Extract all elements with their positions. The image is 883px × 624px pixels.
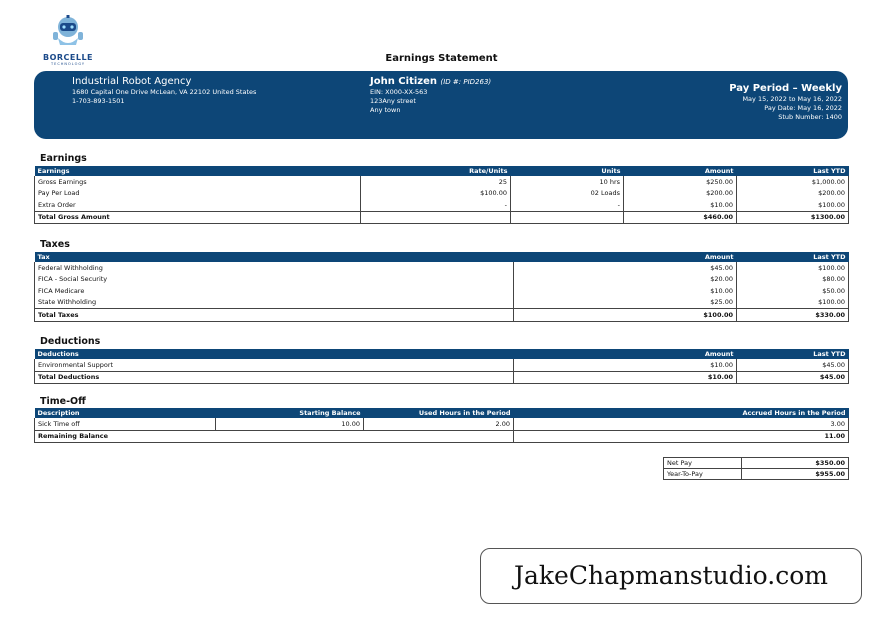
employee-town: Any town [370,106,401,114]
table-cell: $10.00 [624,199,737,211]
table-cell: 10 hrs [511,176,624,188]
table-cell: $200.00 [737,188,849,200]
table-row [35,176,849,188]
logo-name: BORCELLE [42,53,94,62]
employee-block [370,76,491,115]
table-row [35,188,849,200]
table-row [35,359,849,371]
col-header: Last YTD [737,349,849,359]
col-header: Amount [624,166,737,176]
pay-period-range: May 15, 2022 to May 16, 2022 [742,95,842,103]
table-cell: Sick Time off [35,418,216,430]
table-row [664,458,849,469]
earnings-table [34,166,849,224]
table-cell: 10.00 [216,418,364,430]
table-row [35,285,849,297]
table-cell: $200.00 [624,188,737,200]
table-cell: $100.00 [737,199,849,211]
table-cell [511,211,624,224]
col-header: Amount [514,252,737,262]
table-cell: $1,000.00 [737,176,849,188]
earnings-section-title: Earnings [40,153,87,164]
watermark: JakeChapmanstudio.com [480,548,862,604]
col-header: Amount [514,349,737,359]
taxes-section-title: Taxes [40,239,70,250]
timeoff-table [34,408,849,443]
stub-number: Stub Number: 1400 [778,113,842,121]
col-header: Last YTD [737,166,849,176]
table-cell: 11.00 [514,430,849,443]
table-row [35,262,849,274]
employee-name-line [370,76,491,88]
table-cell: 25 [361,176,511,188]
table-cell: - [511,199,624,211]
table-cell: $25.00 [514,297,737,309]
table-cell: 3.00 [514,418,849,430]
table-row [35,274,849,286]
table-cell: $100.00 [361,188,511,200]
table-cell: $100.00 [737,262,849,274]
table-row [664,469,849,480]
employer-block [72,76,256,106]
col-header: Description [35,408,216,418]
table-cell: Total Gross Amount [35,211,361,224]
table-cell: $50.00 [737,285,849,297]
table-cell: Total Deductions [35,371,514,384]
table-total-row [35,309,849,322]
table-cell: Gross Earnings [35,176,361,188]
table-cell: $45.00 [737,359,849,371]
table-cell: Pay Per Load [35,188,361,200]
deductions-table [34,349,849,384]
employer-address: 1680 Capital One Drive McLean, VA 22102 United States [72,88,257,96]
table-header-row [35,349,849,359]
table-cell: 02 Loads [511,188,624,200]
deductions-section-title: Deductions [40,336,101,347]
employee-street: 123Any street [370,97,416,105]
table-cell: $80.00 [737,274,849,286]
table-header-row [35,166,849,176]
employee-ein: EIN: X000-XX-563 [370,88,428,96]
table-cell: Extra Order [35,199,361,211]
table-cell: $45.00 [737,371,849,384]
taxes-table [34,252,849,322]
table-cell: Environmental Support [35,359,514,371]
col-header: Accrued Hours in the Period [514,408,849,418]
table-cell: $330.00 [737,309,849,322]
net-pay-summary [663,457,849,480]
document-title: Earnings Statement [385,53,498,64]
table-cell: - [361,199,511,211]
col-header: Used Hours in the Period [364,408,514,418]
table-cell: $1300.00 [737,211,849,224]
header-banner [34,71,848,139]
table-cell: $250.00 [624,176,737,188]
table-cell: $45.00 [514,262,737,274]
table-total-row [35,430,849,443]
table-cell: Remaining Balance [35,430,514,443]
col-header: Earnings [35,166,361,176]
timeoff-section-title: Time-Off [40,396,86,407]
table-row [35,297,849,309]
table-cell: $100.00 [737,297,849,309]
col-header: Rate/Units [361,166,511,176]
pay-date: Pay Date: May 16, 2022 [764,104,842,112]
table-cell: State Withholding [35,297,514,309]
col-header: Starting Balance [216,408,364,418]
table-row [35,199,849,211]
table-cell: Federal Withholding [35,262,514,274]
table-cell: FICA Medicare [35,285,514,297]
table-cell: $10.00 [514,371,737,384]
col-header: Tax [35,252,514,262]
employee-name: John Citizen [370,76,438,87]
table-cell: $20.00 [514,274,737,286]
table-total-row [35,371,849,384]
pay-period-block [729,82,842,122]
table-header-row [35,252,849,262]
robot-logo-icon [51,14,85,48]
col-header: Last YTD [737,252,849,262]
employee-id: (ID #: PID263) [440,78,492,86]
summary-value: $955.00 [742,469,849,480]
employer-phone: 1-703-893-1501 [72,97,125,105]
summary-label: Year-To-Pay [664,469,742,480]
logo-subtitle: TECHNOLOGY [50,62,86,66]
table-cell [361,211,511,224]
col-header: Deductions [35,349,514,359]
table-cell: $10.00 [514,359,737,371]
col-header: Units [511,166,624,176]
table-cell: $10.00 [514,285,737,297]
summary-label: Net Pay [664,458,742,469]
table-cell: $460.00 [624,211,737,224]
table-header-row [35,408,849,418]
table-cell: $100.00 [514,309,737,322]
table-cell: FICA - Social Security [35,274,514,286]
table-row [35,418,849,430]
table-cell: Total Taxes [35,309,514,322]
summary-value: $350.00 [742,458,849,469]
table-total-row [35,211,849,224]
table-cell: 2.00 [364,418,514,430]
pay-period-title: Pay Period – Weekly [729,83,842,94]
employer-name: Industrial Robot Agency [72,76,192,87]
